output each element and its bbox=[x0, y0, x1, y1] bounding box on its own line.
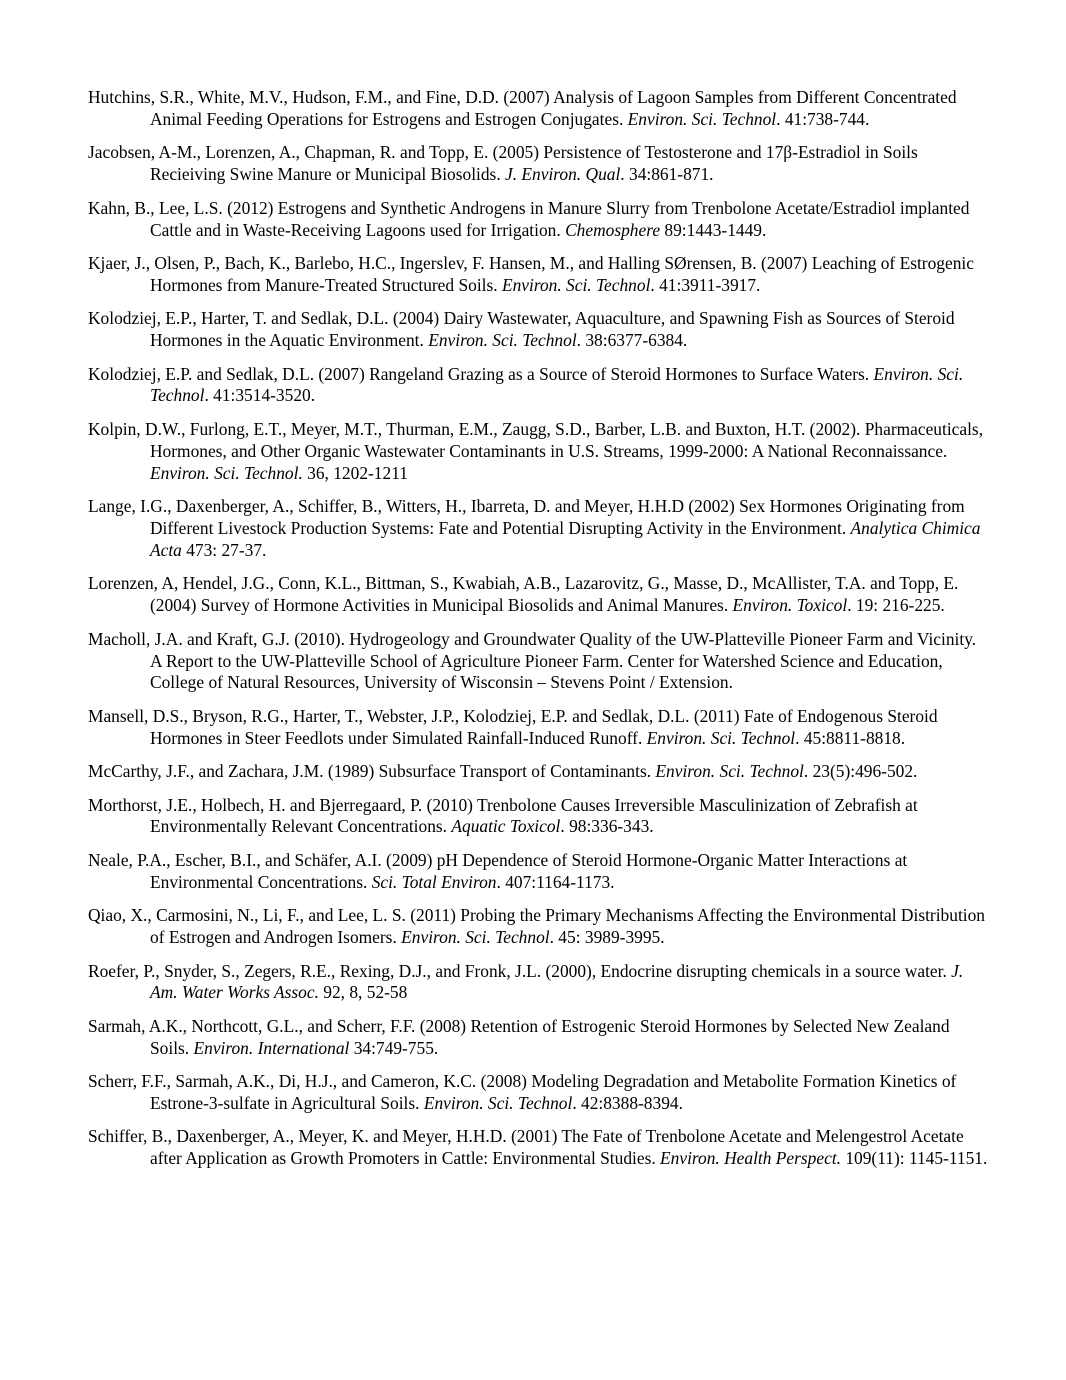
reference-journal: Analytica Chimica Acta bbox=[150, 518, 981, 560]
reference-details: . 98:336-343. bbox=[560, 816, 654, 837]
reference-entry bbox=[88, 419, 988, 485]
reference-entry bbox=[88, 1126, 988, 1170]
reference-authors-title: Neale, P.A., Escher, B.I., and Schäfer, A.I. (2009) pH Dependence of Steroid Hormone-Organic Matter Interactions at Environmental Concentrations. bbox=[88, 849, 908, 892]
reference-entry bbox=[88, 761, 988, 783]
reference-entry bbox=[88, 1016, 988, 1060]
reference-authors-title: Kolodziej, E.P. and Sedlak, D.L. (2007) Rangeland Grazing as a Source of Steroid Hormones to Surface Waters. bbox=[88, 363, 874, 384]
reference-authors-title: Kolpin, D.W., Furlong, E.T., Meyer, M.T., Thurman, E.M., Zaugg, S.D., Barber, L.B. and Buxton, H.T. (2002). Pharmaceuticals, Hormones, and Other Organic Wastewater Contaminants in U.S. Streams, 1999-2000: A National Reconnaissance. bbox=[88, 418, 984, 461]
reference-journal: Environ. Sci. Technol bbox=[627, 108, 777, 129]
reference-authors-title: Kahn, B., Lee, L.S. (2012) Estrogens and Synthetic Androgens in Manure Slurry from Trenbolone Acetate/Estradiol implanted Cattle and in Waste-Receiving Lagoons used for Irrigation. bbox=[88, 197, 970, 240]
reference-authors-title: Macholl, J.A. and Kraft, G.J. (2010). Hydrogeology and Groundwater Quality of the UW-Platteville Pioneer Farm and Vicinity. A Report to the UW-Platteville School of Agriculture Pioneer Farm. Center for Watershed Science and Education, College of Natural Resources, University of Wisconsin – Stevens Point / Extension. bbox=[88, 628, 977, 693]
reference-details: . 38:6377-6384. bbox=[576, 330, 688, 351]
reference-entry bbox=[88, 795, 988, 839]
reference-journal: Environ. Sci. Technol bbox=[428, 330, 577, 351]
reference-authors-title: Qiao, X., Carmosini, N., Li, F., and Lee, L. S. (2011) Probing the Primary Mechanisms Affecting the Environmental Distribution of Estrogen and Androgen Isomers. bbox=[88, 905, 985, 948]
reference-authors-title: Roefer, P., Snyder, S., Zegers, R.E., Rexing, D.J., and Fronk, J.L. (2000), Endocrine disrupting chemicals in a source water. bbox=[88, 960, 952, 981]
reference-entry bbox=[88, 308, 988, 352]
reference-entry bbox=[88, 253, 988, 297]
reference-details: 473: 27-37. bbox=[181, 539, 267, 560]
reference-details: 92, 8, 52-58 bbox=[318, 982, 408, 1003]
reference-journal: Environ. International bbox=[193, 1037, 350, 1058]
reference-details: . 407:1164-1173. bbox=[496, 871, 615, 892]
reference-details: . 34:861-871. bbox=[620, 164, 714, 185]
reference-journal: Environ. Sci. Technol. bbox=[150, 462, 303, 483]
reference-entry bbox=[88, 1071, 988, 1115]
reference-authors-title: Hutchins, S.R., White, M.V., Hudson, F.M., and Fine, D.D. (2007) Analysis of Lagoon Samples from Different Concentrated Animal Feeding Operations for Estrogens and Estrogen Conjugates. bbox=[88, 87, 957, 129]
reference-entry bbox=[88, 961, 988, 1005]
reference-details: 34:749-755. bbox=[349, 1037, 439, 1058]
reference-entry bbox=[88, 364, 988, 408]
reference-journal: J. Environ. Qual bbox=[505, 164, 621, 185]
reference-journal: Environ. Sci. Technol bbox=[655, 761, 804, 782]
reference-entry bbox=[88, 198, 988, 242]
reference-details: . 41:3911-3917. bbox=[650, 274, 761, 295]
reference-authors-title: Lorenzen, A, Hendel, J.G., Conn, K.L., Bittman, S., Kwabiah, A.B., Lazarovitz, G., Masse, D., McAllister, T.A. and Topp, E. (2004) Survey of Hormone Activities in Municipal Biosolids and Animal Manures. bbox=[88, 573, 959, 616]
reference-authors-title: Scherr, F.F., Sarmah, A.K., Di, H.J., and Cameron, K.C. (2008) Modeling Degradation and Metabolite Formation Kinetics of Estrone-3-sulfate in Agricultural Soils. bbox=[88, 1071, 957, 1114]
reference-journal: Environ. Sci. Technol bbox=[646, 727, 796, 748]
reference-entry bbox=[88, 629, 988, 695]
reference-journal: Environ. Sci. Technol bbox=[423, 1093, 573, 1114]
reference-authors-title: Sarmah, A.K., Northcott, G.L., and Scherr, F.F. (2008) Retention of Estrogenic Steroid Hormones by Selected New Zealand Soils. bbox=[88, 1015, 950, 1058]
reference-entry bbox=[88, 850, 988, 894]
reference-authors-title: Morthorst, J.E., Holbech, H. and Bjerregaard, P. (2010) Trenbolone Causes Irreversible Masculinization of Zebrafish at Environmentally Relevant Concentrations. bbox=[88, 794, 918, 837]
reference-authors-title: Kjaer, J., Olsen, P., Bach, K., Barlebo, H.C., Ingerslev, F. Hansen, M., and Halling SØrensen, B. (2007) Leaching of Estrogenic Hormones from Manure-Treated Structured Soils. bbox=[88, 252, 974, 295]
reference-entry bbox=[88, 573, 988, 617]
reference-entry bbox=[88, 905, 988, 949]
reference-journal: J. Am. Water Works Assoc. bbox=[150, 960, 964, 1003]
reference-journal: Sci. Total Environ bbox=[371, 871, 497, 892]
reference-details: 89:1443-1449. bbox=[660, 219, 767, 240]
reference-entry bbox=[88, 142, 988, 186]
reference-authors-title: Schiffer, B., Daxenberger, A., Meyer, K. and Meyer, H.H.D. (2001) The Fate of Trenbolone Acetate and Melengestrol Acetate after Application as Growth Promoters in Cattle: Environmental Studies. bbox=[88, 1126, 964, 1169]
reference-journal: Aquatic Toxicol bbox=[451, 816, 561, 837]
reference-details: . 19: 216-225. bbox=[847, 595, 945, 616]
reference-journal: Environ. Sci. Technol bbox=[501, 274, 651, 295]
reference-journal: Environ. Sci. Technol bbox=[401, 927, 550, 948]
reference-journal: Environ. Health Perspect. bbox=[660, 1148, 841, 1169]
reference-details: . 42:8388-8394. bbox=[572, 1093, 683, 1114]
reference-details: . 23(5):496-502. bbox=[803, 761, 918, 782]
reference-authors-title: Lange, I.G., Daxenberger, A., Schiffer, B., Witters, H., Ibarreta, D. and Meyer, H.H.D (2002) Sex Hormones Originating from Different Livestock Production Systems: Fate and Potential Disrupting Activity in the Environment. bbox=[88, 496, 965, 538]
reference-journal: Environ. Toxicol bbox=[732, 595, 848, 616]
reference-journal: Environ. Sci. Technol bbox=[150, 363, 964, 406]
reference-authors-title: McCarthy, J.F., and Zachara, J.M. (1989) Subsurface Transport of Contaminants. bbox=[88, 761, 656, 782]
reference-authors-title: Jacobsen, A-M., Lorenzen, A., Chapman, R. and Topp, E. (2005) Persistence of Testosterone and 17β-Estradiol in Soils Recieiving Swine Manure or Municipal Biosolids. bbox=[88, 142, 918, 185]
reference-details: . 41:3514-3520. bbox=[204, 385, 316, 406]
reference-details: 36, 1202-1211 bbox=[302, 462, 408, 483]
reference-entry bbox=[88, 87, 988, 131]
reference-authors-title: Mansell, D.S., Bryson, R.G., Harter, T., Webster, J.P., Kolodziej, E.P. and Sedlak, D.L. (2011) Fate of Endogenous Steroid Hormones in Steer Feedlots under Simulated Rainfall-Induced Runoff. bbox=[88, 705, 938, 748]
reference-details: 109(11): 1145-1151. bbox=[841, 1148, 988, 1169]
reference-journal: Chemosphere bbox=[565, 219, 661, 240]
reference-details: . 41:738-744. bbox=[776, 108, 870, 129]
reference-authors-title: Kolodziej, E.P., Harter, T. and Sedlak, D.L. (2004) Dairy Wastewater, Aquaculture, and Spawning Fish as Sources of Steroid Hormones in the Aquatic Environment. bbox=[88, 308, 955, 351]
reference-entry bbox=[88, 496, 988, 562]
reference-details: . 45:8811-8818. bbox=[795, 727, 906, 748]
reference-list bbox=[88, 87, 988, 1170]
reference-entry bbox=[88, 706, 988, 750]
reference-details: . 45: 3989-3995. bbox=[549, 927, 665, 948]
